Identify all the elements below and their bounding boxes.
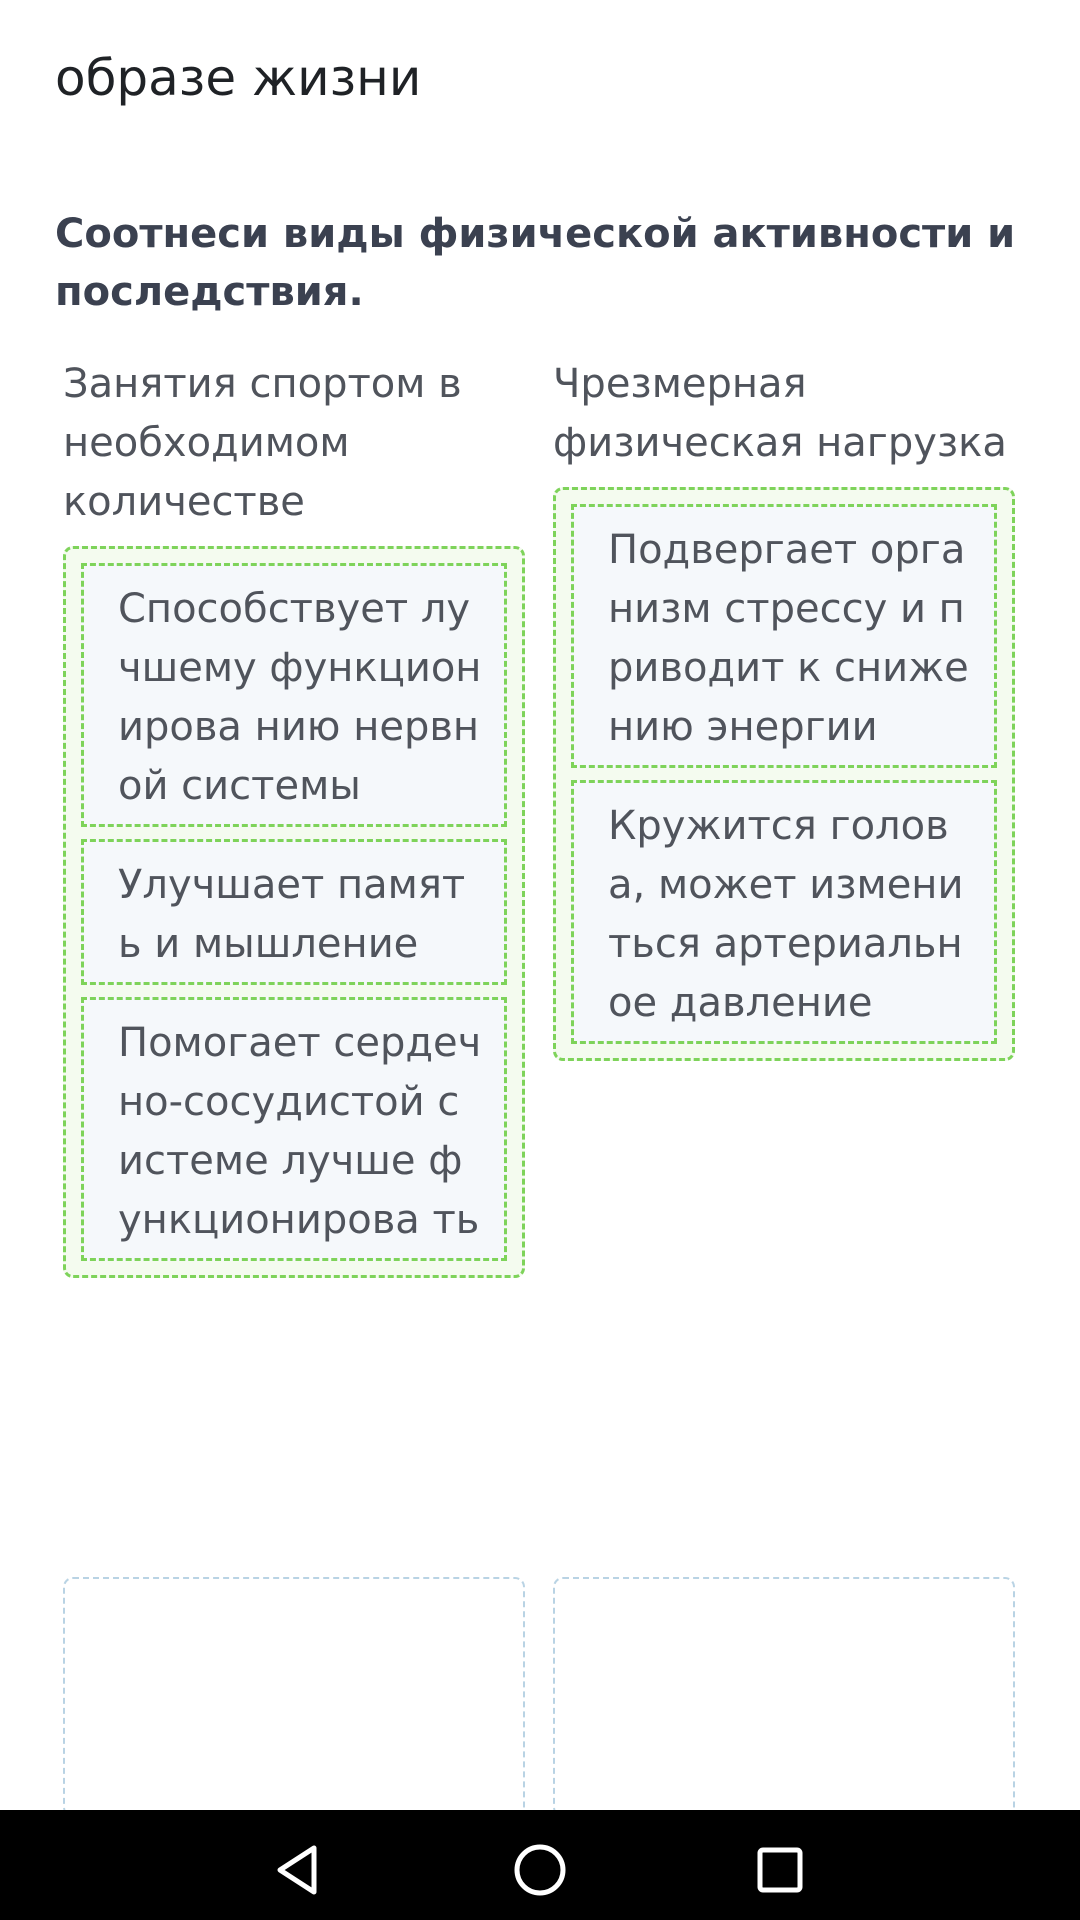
system-navigation-bar — [0, 1810, 1080, 1920]
triangle-back-icon — [270, 1840, 330, 1900]
empty-drop-zone[interactable] — [63, 1577, 525, 1817]
recents-button[interactable] — [750, 1840, 810, 1900]
category-column-right — [553, 355, 1015, 1061]
back-button[interactable] — [270, 1840, 330, 1900]
answer-card[interactable]: Кружится голова, может измениться артериальное давление — [571, 780, 997, 1044]
page-title: образе жизни — [55, 49, 422, 107]
home-button[interactable] — [510, 1840, 570, 1900]
square-recents-icon — [750, 1840, 810, 1900]
task-instruction: Соотнеси виды физической активности и последствия. — [55, 211, 1016, 315]
answer-card[interactable]: Улучшает память и мышление — [81, 839, 507, 985]
empty-drop-zone[interactable] — [553, 1577, 1015, 1817]
circle-home-icon — [510, 1840, 570, 1900]
drop-zone-left[interactable] — [63, 546, 525, 1278]
category-heading: Чрезмерная физическая нагрузка — [553, 361, 1007, 466]
answer-card[interactable]: Помогает сердечно-сосудистой системе лучше функционирова ть — [81, 997, 507, 1261]
drop-zone-right[interactable] — [553, 487, 1015, 1061]
category-heading: Занятия спортом в необходимом количестве — [63, 361, 462, 525]
answer-card[interactable]: Способствует лучшему функционирова нию нервной системы — [81, 563, 507, 827]
answer-card[interactable]: Подвергает организм стрессу и приводит к снижению энергии — [571, 504, 997, 768]
category-column-left — [63, 355, 525, 1278]
